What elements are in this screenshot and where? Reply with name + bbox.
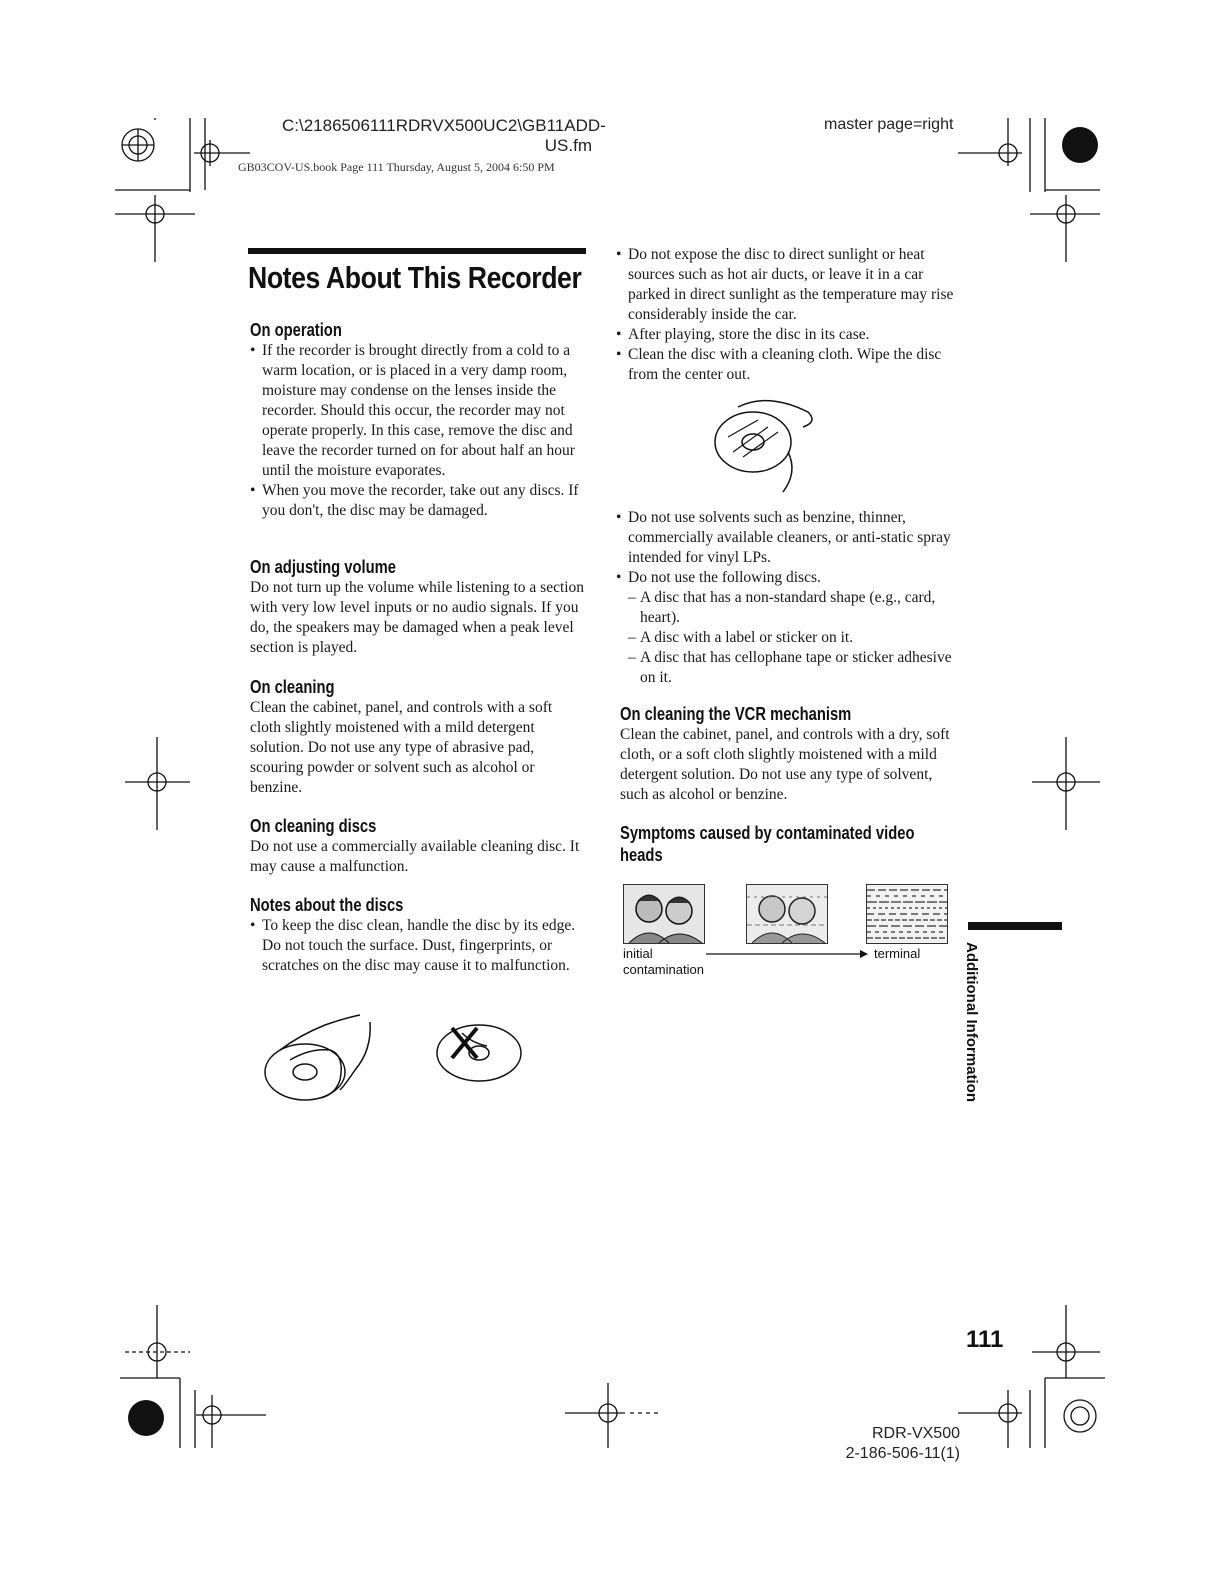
disc-subitem-1: – A disc that has a non-standard shape (e.g., card, heart).	[616, 588, 954, 628]
side-tab-bar	[968, 922, 1062, 930]
heading-on-cleaning: On cleaning	[250, 677, 335, 697]
heading-vcr-mechanism: On cleaning the VCR mechanism	[620, 704, 852, 724]
heading-symptoms-line1: Symptoms caused by contaminated video	[620, 823, 915, 843]
discs-cont-item-2: • After playing, store the disc in its case.	[616, 325, 954, 345]
vcr-body	[620, 725, 956, 805]
label-initial: initial	[623, 946, 653, 961]
page-number: 111	[966, 1326, 1004, 1353]
video-image-initial	[623, 884, 705, 944]
operation-item-1: • If the recorder is brought directly from a cold to a warm location, or is placed in a very damp room, moisture may condense on the lenses inside the recorder. Should this occur, the recorder may not operate properly. In this case, remove the disc and leave the recorder turned on for about half an hour until the moisture evaporates.	[250, 341, 586, 481]
discs-cont-item-1: • Do not expose the disc to direct sunlight or heat sources such as hot air ducts, or leave it in a car parked in direct sunlight as the temperature may rise considerably inside the car.	[616, 245, 954, 325]
discs-solvents-body	[616, 508, 954, 688]
footer-model-info	[800, 1424, 960, 1464]
progression-arrow	[706, 948, 868, 960]
volume-text: Do not turn up the volume while listening to a section with very low level inputs or no audio signals. If you do, the speakers may be damaged when a peak level section is played.	[250, 579, 585, 656]
disc-subitem-2: – A disc with a label or sticker on it.	[616, 628, 954, 648]
master-page-label: master page=right	[824, 116, 954, 133]
disc-do-not-touch-illustration	[432, 1018, 527, 1083]
page-title: Notes About This Recorder	[248, 260, 582, 295]
label-initial-contamination	[623, 946, 704, 978]
label-contamination: contamination	[623, 962, 704, 977]
cleaning-discs-text: Do not use a commercially available cleaning disc. It may cause a malfunction.	[250, 838, 580, 875]
discs-body	[250, 916, 586, 976]
heading-on-operation: On operation	[250, 320, 342, 340]
discs-cont-item-5: • Do not use the following discs.	[616, 568, 954, 588]
operation-item-2: • When you move the recorder, take out any discs. If you don't, the disc may be damaged.	[250, 481, 586, 521]
video-image-middle	[746, 884, 828, 944]
discs-continued-body	[616, 245, 954, 385]
discs-cont-item-3: • Clean the disc with a cleaning cloth. Wipe the disc from the center out.	[616, 345, 954, 385]
title-rule	[248, 248, 586, 254]
discs-item-1: • To keep the disc clean, handle the disc by its edge. Do not touch the surface. Dust, fingerprints, or scratches on the disc may cause it to malfunction.	[250, 916, 586, 976]
cleaning-body	[250, 698, 586, 798]
disc-wipe-illustration	[708, 392, 823, 497]
cleaning-text: Clean the cabinet, panel, and controls with a soft cloth slightly moistened with a mild detergent solution. Do not use any type of abrasive pad, scouring powder or solvent such as alcohol or benzine.	[250, 699, 553, 796]
discs-cont-item-4: • Do not use solvents such as benzine, thinner, commercially available cleaners, or anti-static spray intended for vinyl LPs.	[616, 508, 954, 568]
vcr-text: Clean the cabinet, panel, and controls with a dry, soft cloth, or a soft cloth slightly moistened with a mild detergent solution. Do not use any type of solvent, such as alcohol or benzine.	[620, 726, 950, 803]
disc-subitem-3: – A disc that has cellophane tape or sticker adhesive on it.	[616, 648, 954, 688]
disc-handling-illustration	[260, 1010, 390, 1105]
file-path	[282, 116, 606, 156]
footer-code: 2-186-506-11(1)	[845, 1445, 960, 1462]
label-terminal: terminal	[874, 946, 921, 961]
operation-body	[250, 341, 586, 521]
side-tab-label: Additional Information	[963, 942, 980, 1102]
file-path-line2: US.fm	[544, 136, 592, 155]
video-image-terminal	[866, 884, 948, 944]
volume-body	[250, 578, 586, 658]
heading-notes-discs: Notes about the discs	[250, 895, 404, 915]
heading-adjusting-volume: On adjusting volume	[250, 557, 396, 577]
file-path-line1: C:\2186506111RDRVX500UC2\GB11ADD-	[282, 116, 606, 135]
book-info: GB03COV-US.book Page 111 Thursday, August 5, 2004 6:50 PM	[238, 160, 555, 174]
cleaning-discs-body	[250, 837, 586, 877]
heading-symptoms-line2: heads	[620, 845, 663, 865]
heading-cleaning-discs: On cleaning discs	[250, 816, 377, 836]
footer-model: RDR-VX500	[871, 1425, 960, 1442]
